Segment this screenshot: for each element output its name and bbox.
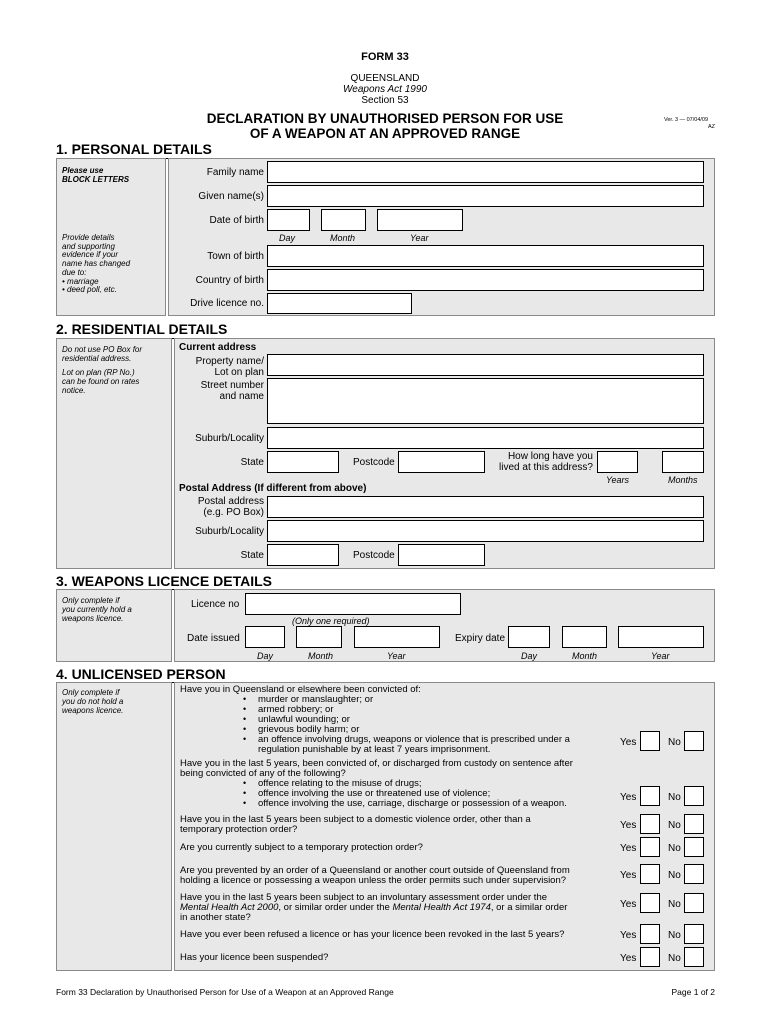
current-address-heading: Current address bbox=[179, 342, 257, 353]
question-5-text: Are you prevented by an order of a Queensland or another court outside of Queensland from bbox=[180, 865, 570, 876]
q1-item: unlawful wounding; or bbox=[258, 714, 350, 725]
q1-item: an offence involving drugs, weapons or violence that is prescribed under a bbox=[258, 734, 570, 745]
postal-address-field[interactable] bbox=[267, 496, 704, 518]
question-7-text: Have you ever been refused a licence or has your licence been revoked in the last 5 years? bbox=[180, 929, 565, 940]
version-label: Ver. 3 — 07/04/09 bbox=[664, 117, 709, 123]
section-1-heading: 1. PERSONAL DETAILS bbox=[56, 141, 212, 157]
months-field[interactable] bbox=[662, 451, 704, 473]
q7-yes-label: Yes bbox=[620, 930, 637, 941]
unlicensed-note: Only complete if you do not hold a weapons licence. bbox=[62, 688, 124, 715]
q5-no-label: No bbox=[668, 870, 681, 881]
drive-licence-field[interactable] bbox=[267, 293, 412, 314]
expiry-month-caption: Month bbox=[572, 651, 598, 661]
date-issued-label: Date issued bbox=[187, 633, 240, 644]
state-label: State bbox=[240, 457, 264, 468]
q2-yes-label: Yes bbox=[620, 792, 637, 803]
dob-label: Date of birth bbox=[209, 215, 264, 226]
issued-day-caption: Day bbox=[257, 651, 274, 661]
licence-no-label: Licence no bbox=[191, 599, 240, 610]
issued-year-caption: Year bbox=[387, 651, 406, 661]
family-name-field[interactable] bbox=[267, 161, 704, 183]
q6-no-label: No bbox=[668, 899, 681, 910]
expiry-month-field[interactable] bbox=[562, 626, 607, 648]
section-4-heading: 4. UNLICENSED PERSON bbox=[56, 666, 226, 682]
postal-state-field[interactable] bbox=[267, 544, 339, 566]
postal-suburb-field[interactable] bbox=[267, 520, 704, 542]
q1-yes-label: Yes bbox=[620, 737, 637, 748]
town-of-birth-label: Town of birth bbox=[207, 251, 264, 262]
street-field[interactable] bbox=[267, 378, 704, 424]
q8-no-checkbox[interactable] bbox=[684, 947, 704, 967]
q6-yes-checkbox[interactable] bbox=[640, 893, 660, 913]
years-caption: Years bbox=[606, 475, 630, 485]
q3-no-checkbox[interactable] bbox=[684, 814, 704, 834]
issued-year-field[interactable] bbox=[354, 626, 440, 648]
dob-year-field[interactable] bbox=[377, 209, 463, 231]
q1-item: armed robbery; or bbox=[258, 704, 334, 715]
issued-month-caption: Month bbox=[308, 651, 334, 661]
property-name-label: Property name/ Lot on plan bbox=[195, 356, 264, 378]
question-3-text-cont: temporary protection order? bbox=[180, 824, 298, 835]
how-long-label: How long have you lived at this address? bbox=[499, 451, 593, 473]
postal-state-label: State bbox=[240, 550, 264, 561]
q4-yes-checkbox[interactable] bbox=[640, 837, 660, 857]
postcode-label: Postcode bbox=[353, 457, 395, 468]
q1-no-label: No bbox=[668, 737, 681, 748]
property-name-field[interactable] bbox=[267, 354, 704, 376]
block-letters-note-1: Please use bbox=[62, 166, 104, 175]
years-field[interactable] bbox=[597, 451, 638, 473]
postal-address-label: Postal address (e.g. PO Box) bbox=[197, 496, 264, 518]
q4-no-label: No bbox=[668, 843, 681, 854]
q1-no-checkbox[interactable] bbox=[684, 731, 704, 751]
issued-day-field[interactable] bbox=[245, 626, 285, 648]
q6-yes-label: Yes bbox=[620, 899, 637, 910]
issued-month-field[interactable] bbox=[296, 626, 342, 648]
q7-yes-checkbox[interactable] bbox=[640, 924, 660, 944]
q2-yes-checkbox[interactable] bbox=[640, 786, 660, 806]
q2-item: offence involving the use, carriage, discharge or possession of a weapon. bbox=[258, 798, 567, 809]
q5-yes-checkbox[interactable] bbox=[640, 864, 660, 884]
q7-no-label: No bbox=[668, 930, 681, 941]
q8-yes-checkbox[interactable] bbox=[640, 947, 660, 967]
street-label: Street number and name bbox=[200, 380, 264, 402]
q1-item: grievous bodily harm; or bbox=[258, 724, 360, 735]
town-of-birth-field[interactable] bbox=[267, 245, 704, 267]
question-4-text: Are you currently subject to a temporary protection order? bbox=[180, 842, 423, 853]
question-3-text: Have you in the last 5 years been subject to a domestic violence order, other than a bbox=[180, 814, 531, 825]
question-1-text: Have you in Queensland or elsewhere been convicted of: bbox=[180, 684, 421, 695]
footer-form-title: Form 33 Declaration by Unauthorised Person for Use of a Weapon at an Approved Range bbox=[56, 987, 394, 997]
version-code: AZ bbox=[708, 124, 716, 130]
expiry-date-label: Expiry date bbox=[455, 633, 506, 644]
q7-no-checkbox[interactable] bbox=[684, 924, 704, 944]
licence-holder-note: Only complete if you currently hold a weapons licence. bbox=[62, 596, 132, 623]
question-5-text-cont: holding a licence or possessing a weapon unless the order permits such under supervision? bbox=[180, 875, 567, 886]
question-6-text-cont: Mental Health Act 2000, or similar order under the Mental Health Act 1974, or a similar order bbox=[180, 902, 568, 913]
title-line-1: DECLARATION BY UNAUTHORISED PERSON FOR USE bbox=[206, 111, 564, 126]
postal-postcode-field[interactable] bbox=[398, 544, 485, 566]
q3-yes-label: Yes bbox=[620, 820, 637, 831]
title-line-2: OF A WEAPON AT AN APPROVED RANGE bbox=[249, 126, 521, 141]
dob-month-caption: Month bbox=[330, 233, 356, 243]
dob-day-caption: Day bbox=[279, 233, 296, 243]
block-letters-note-2: BLOCK LETTERS bbox=[62, 175, 130, 184]
q5-no-checkbox[interactable] bbox=[684, 864, 704, 884]
expiry-year-field[interactable] bbox=[618, 626, 704, 648]
q5-yes-label: Yes bbox=[620, 870, 637, 881]
q3-yes-checkbox[interactable] bbox=[640, 814, 660, 834]
suburb-field[interactable] bbox=[267, 427, 704, 449]
po-box-note: Do not use PO Box for residential address. bbox=[62, 345, 143, 363]
question-2-text: Have you in the last 5 years, been convicted of, or discharged from custody on sentence after bbox=[180, 758, 573, 769]
question-6-text: Have you in the last 5 years been subject to an involuntary assessment order under the bbox=[180, 892, 548, 903]
lot-on-plan-note: Lot on plan (RP No.) can be found on rates notice. bbox=[62, 368, 140, 395]
q2-no-label: No bbox=[668, 792, 681, 803]
q1-yes-checkbox[interactable] bbox=[640, 731, 660, 751]
q6-no-checkbox[interactable] bbox=[684, 893, 704, 913]
expiry-year-caption: Year bbox=[651, 651, 670, 661]
suburb-label: Suburb/Locality bbox=[195, 433, 264, 444]
expiry-day-caption: Day bbox=[521, 651, 538, 661]
drive-licence-label: Drive licence no. bbox=[190, 298, 264, 309]
section-4-sidebar bbox=[56, 682, 172, 971]
given-names-field[interactable] bbox=[267, 185, 704, 207]
question-8-text: Has your licence been suspended? bbox=[180, 952, 329, 963]
dob-year-caption: Year bbox=[410, 233, 429, 243]
family-name-label: Family name bbox=[206, 167, 264, 178]
state-name: QUEENSLAND bbox=[350, 73, 420, 84]
question-2-text-cont: being convicted of any of the following? bbox=[180, 768, 346, 779]
name-change-note: Provide details and supporting evidence if your name has changed due to: • marriage • deed poll, etc. bbox=[62, 233, 131, 295]
postal-postcode-label: Postcode bbox=[353, 550, 395, 561]
state-field[interactable] bbox=[267, 451, 339, 473]
postal-suburb-label: Suburb/Locality bbox=[195, 526, 264, 537]
country-of-birth-field[interactable] bbox=[267, 269, 704, 291]
q8-yes-label: Yes bbox=[620, 953, 637, 964]
q2-item: offence involving the use or threatened use of violence; bbox=[258, 788, 491, 799]
expiry-day-field[interactable] bbox=[508, 626, 550, 648]
act-name: Weapons Act 1990 bbox=[343, 84, 427, 95]
q1-item: murder or manslaughter; or bbox=[258, 694, 374, 705]
q2-item: offence relating to the misuse of drugs; bbox=[258, 778, 422, 789]
q1-item: regulation punishable by at least 7 years imprisonment. bbox=[258, 744, 491, 755]
section-ref: Section 53 bbox=[361, 95, 409, 106]
section-3-heading: 3. WEAPONS LICENCE DETAILS bbox=[56, 573, 272, 589]
only-one-required-caption: (Only one required) bbox=[292, 616, 370, 626]
given-names-label: Given name(s) bbox=[198, 191, 264, 202]
q4-no-checkbox[interactable] bbox=[684, 837, 704, 857]
months-caption: Months bbox=[668, 475, 698, 485]
q4-yes-label: Yes bbox=[620, 843, 637, 854]
dob-month-field[interactable] bbox=[321, 209, 366, 231]
licence-no-field[interactable] bbox=[245, 593, 461, 615]
postal-address-heading: Postal Address (If different from above) bbox=[179, 483, 367, 494]
q3-no-label: No bbox=[668, 820, 681, 831]
country-of-birth-label: Country of birth bbox=[195, 275, 264, 286]
dob-day-field[interactable] bbox=[267, 209, 310, 231]
q2-no-checkbox[interactable] bbox=[684, 786, 704, 806]
section-2-heading: 2. RESIDENTIAL DETAILS bbox=[56, 321, 228, 337]
postcode-field[interactable] bbox=[398, 451, 485, 473]
question-6-text-end: in another state? bbox=[180, 912, 251, 923]
q8-no-label: No bbox=[668, 953, 681, 964]
form-number: FORM 33 bbox=[361, 51, 409, 63]
page-number: Page 1 of 2 bbox=[671, 987, 715, 997]
